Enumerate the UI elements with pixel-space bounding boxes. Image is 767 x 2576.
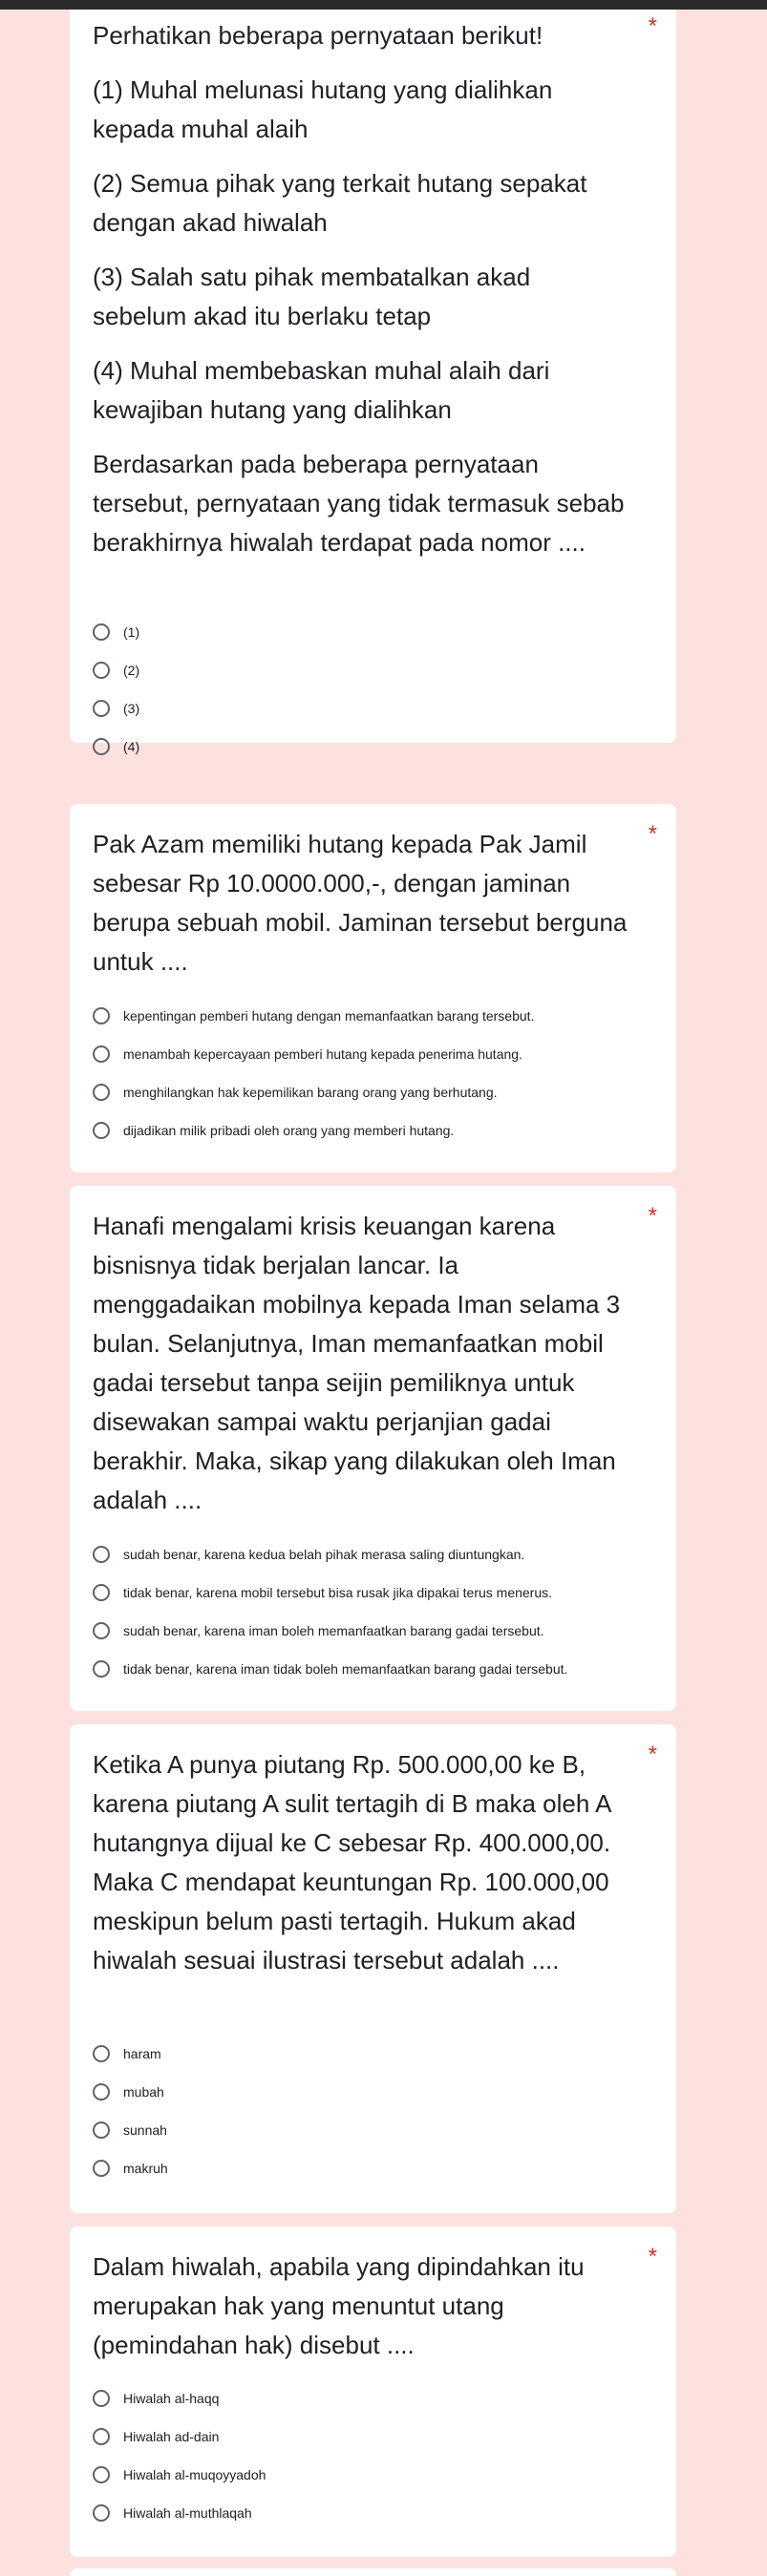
radio-button[interactable] — [93, 2504, 110, 2522]
question-text — [93, 1207, 628, 1520]
option-list — [93, 1535, 656, 1688]
question-paragraph: (2) Semua pihak yang terkait hutang sepakat dengan akad hiwalah — [93, 169, 587, 237]
question-card-3 — [70, 1186, 676, 1711]
option-label: menambah kepercayaan pemberi hutang kepada penerima hutang. — [123, 1046, 522, 1062]
question-card-2 — [70, 804, 676, 1172]
option-label: haram — [123, 2046, 161, 2061]
option-label: dijadikan milik pribadi oleh orang yang memberi hutang. — [123, 1123, 455, 1138]
radio-button[interactable] — [93, 1660, 110, 1678]
option-1[interactable] — [93, 2035, 656, 2073]
option-1[interactable] — [93, 1535, 656, 1573]
option-4[interactable] — [93, 2494, 656, 2532]
option-4[interactable] — [93, 1650, 656, 1688]
option-1[interactable] — [93, 613, 656, 651]
radio-button[interactable] — [93, 662, 110, 679]
option-label: mubah — [123, 2084, 164, 2100]
question-paragraph: (4) Muhal membebaskan muhal alaih dari kewajiban hutang yang dialihkan — [93, 356, 550, 424]
option-4[interactable] — [93, 2149, 656, 2187]
radio-button[interactable] — [93, 1546, 110, 1563]
radio-button[interactable] — [93, 738, 110, 755]
option-3[interactable] — [93, 2456, 656, 2494]
question-paragraph: Dalam hiwalah, apabila yang dipindahkan itu merupakan hak yang menuntut utang (pemindahan hak) disebut .... — [93, 2252, 585, 2359]
question-card-5 — [70, 2227, 676, 2557]
question-text — [93, 16, 628, 562]
option-4[interactable] — [93, 1111, 656, 1150]
radio-button[interactable] — [93, 1007, 110, 1024]
radio-button[interactable] — [93, 1584, 110, 1601]
question-paragraph: Pak Azam memiliki hutang kepada Pak Jamil sebesar Rp 10.0000.000,-, dengan jaminan berupa sebuah mobil. Jaminan tersebut berguna untuk .... — [93, 830, 628, 976]
required-asterisk: * — [648, 1742, 657, 1767]
option-label: Hiwalah al-muqoyyadoh — [123, 2467, 266, 2482]
radio-button[interactable] — [93, 700, 110, 717]
option-label: menghilangkan hak kepemilikan barang orang yang berhutang. — [123, 1085, 498, 1100]
option-3[interactable] — [93, 689, 656, 728]
question-paragraph: Hanafi mengalami krisis keuangan karena bisnisnya tidak berjalan lancar. Ia menggadaikan mobilnya kepada Iman selama 3 bulan. Selanjutnya, Iman memanfaatkan mobil gadai tersebut tanpa seijin pemiliknya untuk disewakan sampai waktu perjanjian gadai berakhir. Maka, sikap yang dilakukan oleh Iman adalah .... — [93, 1212, 621, 1514]
question-card-1 — [70, 10, 676, 754]
radio-button[interactable] — [93, 2083, 110, 2101]
option-label: tidak benar, karena iman tidak boleh memanfaatkan barang gadai tersebut. — [123, 1661, 568, 1677]
option-label: (4) — [123, 739, 140, 754]
radio-button[interactable] — [93, 1122, 110, 1139]
option-2[interactable] — [93, 1035, 656, 1073]
radio-button[interactable] — [93, 1084, 110, 1101]
radio-button[interactable] — [93, 1622, 110, 1639]
option-2[interactable] — [93, 1573, 656, 1612]
required-asterisk: * — [648, 13, 657, 39]
question-paragraph: (3) Salah satu pihak membatalkan akad sebelum akad itu berlaku tetap — [93, 263, 531, 330]
option-1[interactable] — [93, 2379, 656, 2418]
required-asterisk: * — [648, 821, 657, 847]
option-3[interactable] — [93, 1073, 656, 1111]
question-card-next — [70, 2568, 676, 2576]
radio-button[interactable] — [93, 2045, 110, 2062]
radio-button[interactable] — [93, 2160, 110, 2177]
option-list — [93, 997, 656, 1150]
question-text — [93, 825, 628, 982]
option-3[interactable] — [93, 2111, 656, 2149]
option-label: sudah benar, karena iman boleh memanfaatkan barang gadai tersebut. — [123, 1623, 544, 1638]
option-label: (2) — [123, 663, 140, 678]
option-label: tidak benar, karena mobil tersebut bisa rusak jika dipakai terus menerus. — [123, 1585, 553, 1600]
radio-button[interactable] — [93, 2122, 110, 2139]
radio-button[interactable] — [93, 2428, 110, 2445]
option-label: Hiwalah al-muthlaqah — [123, 2505, 252, 2521]
option-label: sunnah — [123, 2122, 167, 2138]
radio-button[interactable] — [93, 2466, 110, 2483]
question-paragraph: Ketika A punya piutang Rp. 500.000,00 ke B, karena piutang A sulit tertagih di B maka oleh A hutangnya dijual ke C sebesar Rp. 400.000,00. Maka C mendapat keuntungan Rp. 100.000,00 meskipun belum pasti tertagih. Hukum akad hiwalah sesuai ilustrasi tersebut adalah .... — [93, 1750, 611, 1974]
option-label: makruh — [123, 2161, 168, 2176]
option-1[interactable] — [93, 997, 656, 1035]
option-4[interactable] — [93, 728, 656, 766]
option-3[interactable] — [93, 1612, 656, 1650]
radio-button[interactable] — [93, 623, 110, 641]
option-label: Hiwalah al-haqq — [123, 2391, 220, 2406]
question-text — [93, 1745, 628, 1980]
question-paragraph: (1) Muhal melunasi hutang yang dialihkan kepada muhal alaih — [93, 75, 553, 143]
question-paragraph: Perhatikan beberapa pernyataan berikut! — [93, 21, 543, 50]
option-label: (1) — [123, 624, 140, 640]
option-2[interactable] — [93, 2073, 656, 2111]
required-asterisk: * — [648, 2244, 657, 2270]
option-2[interactable] — [93, 2418, 656, 2456]
option-label: kepentingan pemberi hutang dengan memanfaatkan barang tersebut. — [123, 1008, 535, 1024]
question-paragraph: Berdasarkan pada beberapa pernyataan tersebut, pernyataan yang tidak termasuk sebab berakhirnya hiwalah terdapat pada nomor .... — [93, 450, 625, 557]
option-label: sudah benar, karena kedua belah pihak merasa saling diuntungkan. — [123, 1547, 525, 1562]
question-text — [93, 2248, 628, 2365]
radio-button[interactable] — [93, 2390, 110, 2407]
option-list — [93, 2035, 656, 2187]
required-asterisk: * — [648, 1203, 657, 1229]
radio-button[interactable] — [93, 1045, 110, 1063]
option-list — [93, 2379, 656, 2532]
option-label: Hiwalah ad-dain — [123, 2429, 220, 2444]
option-label: (3) — [123, 701, 140, 716]
option-2[interactable] — [93, 651, 656, 689]
option-list — [93, 613, 656, 766]
question-card-4 — [70, 1724, 676, 2213]
top-bar — [0, 0, 767, 10]
